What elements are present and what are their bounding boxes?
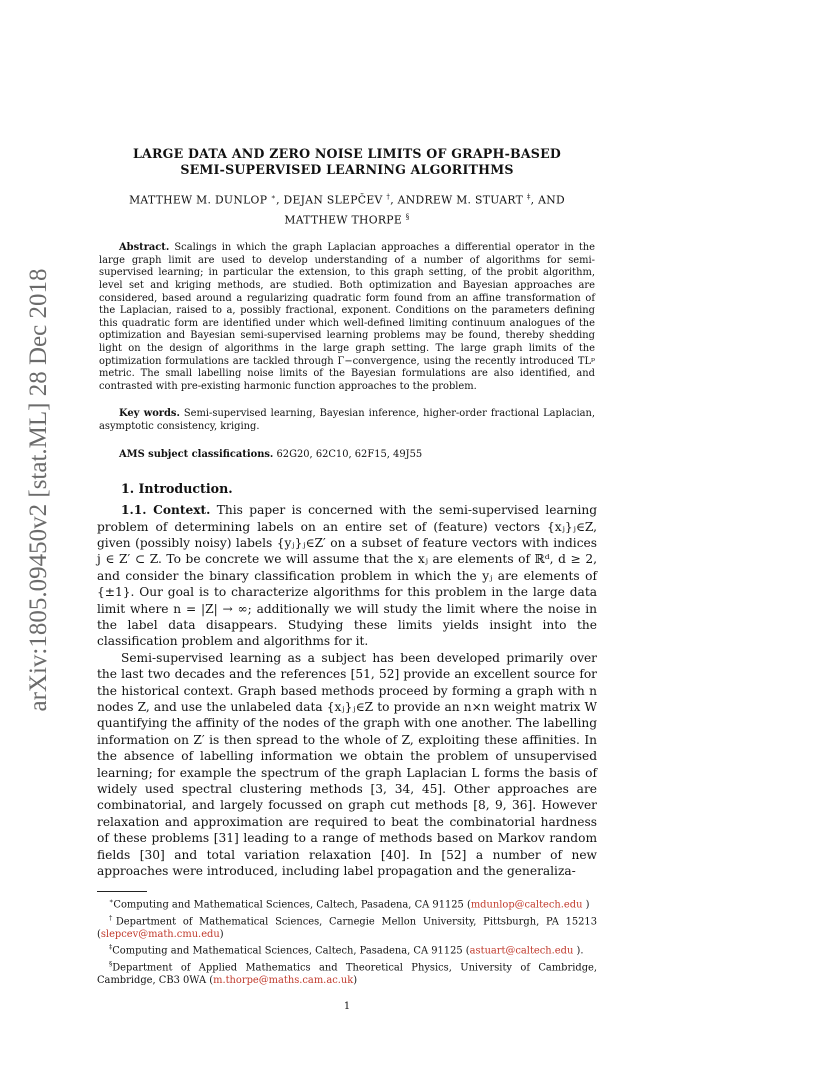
body-text: [97, 502, 597, 879]
ams-label: AMS subject classifications.: [119, 448, 274, 460]
author-mark: ‡: [526, 193, 531, 201]
footnote-mark: ∗: [109, 897, 114, 906]
footnote-text: Department of Applied Mathematics and Theoretical Physics, University of Cambridge, Cambridge, CB3 0WA (: [97, 962, 597, 986]
author-mark: ∗: [271, 193, 277, 201]
ams-text: 62G20, 62C10, 62F15, 49J55: [276, 448, 423, 460]
email-link[interactable]: mdunlop@caltech.edu: [470, 899, 583, 911]
author-name: MATTHEW M. DUNLOP: [129, 193, 268, 207]
footnote-mark: ‡: [109, 943, 113, 952]
section-heading: 1. Introduction.: [121, 481, 233, 497]
email-link[interactable]: m.thorpe@maths.cam.ac.uk: [213, 974, 354, 986]
footnote: [97, 895, 597, 912]
author-separator: ,: [276, 193, 284, 207]
footnotes: [97, 895, 597, 987]
keywords: [97, 408, 597, 433]
keywords-label: Key words.: [119, 408, 180, 420]
abstract-text: Scalings in which the graph Laplacian approaches a differential operator in the large graph limit are used to develop understanding of a number of algorithms for semi-supervised learning; in particular the extension, to this graph setting, of the probit algorithm, level set and kriging methods, are studied. Both optimization and Bayesian approaches are considered, based around a regularizing quadratic form found from an affine transformation of the Laplacian, raised to a, possibly fractional, exponent. Conditions on the parameters defining this quadratic form are identified under which well-defined limiting continuum analogues of the optimization and Bayesian semi-supervised learning problems may be found, thereby shedding light on the design of algorithms in the large graph setting. The large graph limits of the optimization formulations are tackled through Γ−convergence, using the recently introduced TLᵖ metric. The small labelling noise limits of the Bayesian formulations are also identified, and contrasted with pre-existing harmonic function approaches to the problem.: [99, 242, 595, 392]
abstract: [97, 242, 597, 393]
paragraph: [97, 650, 597, 880]
paragraph-text: Semi-supervised learning as a subject has been developed primarily over the last two decades and the references [51, 52] provide an excellent source for the historical context. Graph based methods proceed by forming a graph with n nodes Z, and use the unlabeled data {xⱼ}ⱼ∈Z to provide an n×n weight matrix W quantifying the affinity of the nodes of the graph with one another. The labelling information on Z′ is then spread to the whole of Z, exploiting these affinities. In the absence of labelling information we obtain the problem of unsupervised learning; for example the spectrum of the graph Laplacian L forms the basis of widely used spectral clustering methods [3, 34, 45]. Other approaches are combinatorial, and largely focussed on graph cut methods [8, 9, 36]. However relaxation and approximation are required to beat the combinatorial hardness of these problems [31] leading to a range of methods based on Markov random fields [30] and total variation relaxation [40]. In [52] a number of new approaches were introduced, including label propagation and the generaliza-: [97, 650, 597, 879]
author-name: DEJAN SLEPČEV: [283, 193, 383, 207]
footnote-text: Computing and Mathematical Sciences, Caltech, Pasadena, CA 91125 (: [112, 945, 470, 957]
paragraph: [97, 502, 597, 650]
author-name: ANDREW M. STUART: [397, 193, 524, 207]
ams-classifications: [97, 449, 597, 462]
footnote-tail: ): [582, 899, 590, 911]
footnote: [97, 958, 597, 987]
arxiv-stamp: [20, 268, 58, 712]
footnote-tail: ): [219, 928, 224, 940]
paper-title: [97, 146, 597, 178]
paper-page: [97, 146, 597, 1012]
title-line-1: LARGE DATA AND ZERO NOISE LIMITS OF GRAPH-BASED: [132, 146, 562, 161]
footnote: [97, 912, 597, 941]
footnote-text: Department of Mathematical Sciences, Carnegie Mellon University, Pittsburgh, PA 15213 (: [97, 916, 598, 940]
keywords-text: Semi-supervised learning, Bayesian inference, higher-order fractional Laplacian, asymptotic consistency, kriging.: [99, 408, 595, 432]
page-number: 1: [343, 1001, 351, 1013]
footnote-tail: ).: [573, 945, 584, 957]
author-separator: ,: [390, 193, 398, 207]
subsection-heading: 1.1. Context.: [121, 503, 211, 518]
paragraph-text: This paper is concerned with the semi-supervised learning problem of determining labels on an entire set of (feature) vectors {xⱼ}ⱼ∈Z, given (possibly noisy) labels {yⱼ}ⱼ∈Z′ on a subset of feature vectors with indices j ∈ Z′ ⊂ Z. To be concrete we will assume that the xⱼ are elements of ℝᵈ, d ≥ 2, and consider the binary classification problem in which the yⱼ are elements of {±1}. Our goal is to characterize algorithms for this problem in the large data limit where n = |Z| → ∞; additionally we will study the limit where the noise in the label data disappears. Studying these limits yields insight into the classification problem and algorithms for it.: [97, 503, 597, 649]
footnote: [97, 941, 597, 958]
author-separator: , AND: [530, 193, 565, 207]
footnote-tail: ): [353, 974, 358, 986]
footnote-mark: †: [109, 914, 116, 923]
email-link[interactable]: slepcev@math.cmu.edu: [100, 928, 220, 940]
footnote-text: Computing and Mathematical Sciences, Caltech, Pasadena, CA 91125 (: [113, 899, 471, 911]
author-name: MATTHEW THORPE: [284, 213, 403, 227]
email-link[interactable]: astuart@caltech.edu: [469, 945, 574, 957]
title-line-2: SEMI-SUPERVISED LEARNING ALGORITHMS: [180, 162, 514, 177]
abstract-label: Abstract.: [119, 242, 170, 254]
footnote-rule: [97, 891, 147, 892]
arxiv-stamp-text: arXiv:1805.09450v2 [stat.ML] 28 Dec 2018: [25, 268, 52, 712]
author-mark: †: [386, 193, 391, 201]
author-list: [97, 189, 597, 228]
footnote-mark: §: [109, 959, 113, 968]
author-mark: §: [405, 212, 410, 221]
